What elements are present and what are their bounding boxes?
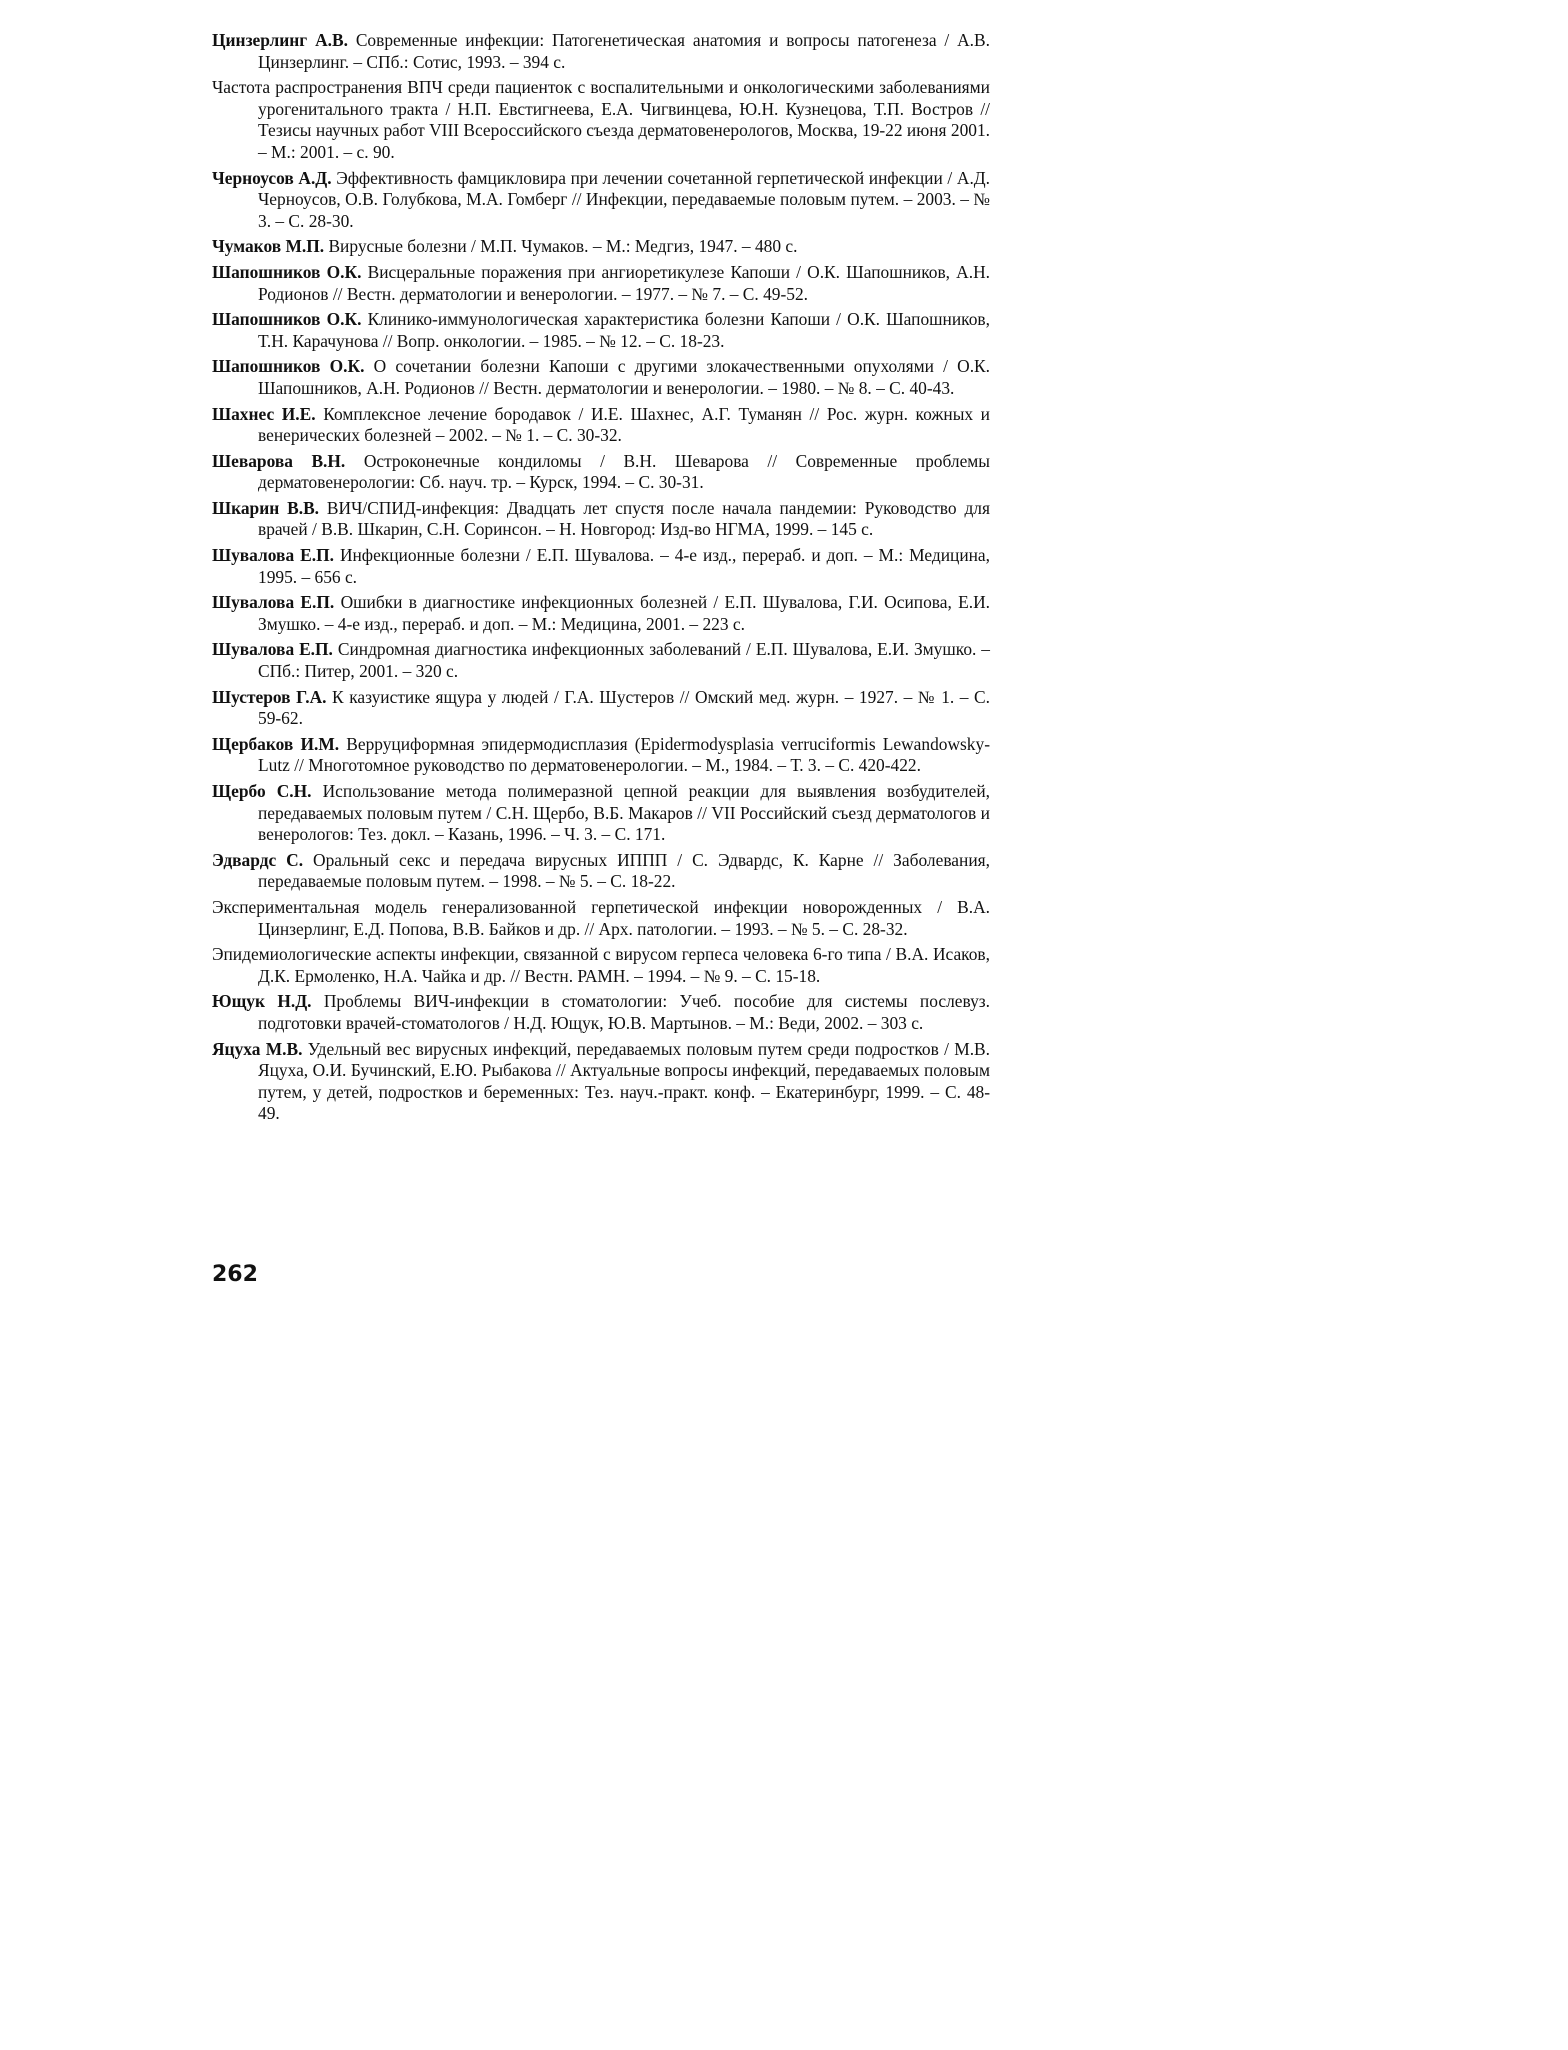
entry-author: Эдвардс С.	[212, 849, 304, 870]
entry-author: Шапошников О.К.	[212, 356, 365, 377]
entry-text: Вирусные болезни / М.П. Чумаков. – М.: Медгиз, 1947. – 480 с.	[328, 236, 798, 257]
bibliography-entry	[212, 236, 990, 258]
entry-text: Экспериментальная модель генерализованной герпетической инфекции новорожденных / В.А. Цинзерлинг, Е.Д. Попова, В.В. Байков и др. // Арх. патологии. – 1993. – № 5. – С. 28-32.	[212, 896, 990, 939]
bibliography-page	[212, 30, 990, 1129]
bibliography-entry	[212, 850, 990, 893]
entry-text: Верруциформная эпидермодисплазия (Epidermodysplasia verruciformis Lewandowsky-Lutz // Многотомное руководство по дерматовенерологии. – М., 1984. – Т. 3. – С. 420-422.	[258, 733, 990, 776]
bibliography-entry	[212, 498, 990, 541]
bibliography-entry	[212, 897, 990, 940]
entry-text: О сочетании болезни Капоши с другими злокачественными опухолями / О.К. Шапошников, А.Н. Родионов // Вестн. дерматологии и венерологии. – 1980. – № 8. – С. 40-43.	[258, 356, 990, 398]
entry-author: Шахнес И.Е.	[212, 403, 316, 424]
bibliography-entry	[212, 404, 990, 447]
entry-text: Удельный вес вирусных инфекций, передаваемых половым путем среди подростков / М.В. Яцуха, О.И. Бучинский, Е.Ю. Рыбакова // Актуальные вопросы инфекций, передаваемых половым путем, у детей, подростков и беременных: Тез. науч.-практ. конф. – Екатеринбург, 1999. – С. 48-49.	[258, 1038, 990, 1124]
bibliography-entry	[212, 1039, 990, 1125]
entry-author: Шкарин В.В.	[212, 497, 320, 518]
bibliography-list	[212, 30, 990, 1125]
bibliography-entry	[212, 309, 990, 352]
entry-text: Эпидемиологические аспекты инфекции, связанной с вирусом герпеса человека 6-го типа / В.А. Исаков, Д.К. Ермоленко, Н.А. Чайка и др. // Вестн. РАМН. – 1994. – № 9. – С. 15-18.	[212, 944, 990, 986]
entry-author: Черноусов А.Д.	[212, 167, 332, 188]
entry-author: Шувалова Е.П.	[212, 639, 333, 660]
entry-text: Ошибки в диагностике инфекционных болезней / Е.П. Шувалова, Г.И. Осипова, Е.И. Змушко. – 4-е изд., перераб. и доп. – М.: Медицина, 2001. – 223 с.	[258, 592, 990, 634]
bibliography-entry	[212, 30, 990, 73]
entry-text: Частота распространения ВПЧ среди пациенток с воспалительными и онкологическими заболеваниями урогенитального тракта / Н.П. Евстигнеева, Е.А. Чигвинцева, Ю.Н. Кузнецова, Т.П. Востров // Тезисы научных работ VIII Всероссийского съезда дерматовенерологов, Москва, 19-22 июня 2001. – М.: 2001. – с. 90.	[212, 77, 990, 162]
bibliography-entry	[212, 991, 990, 1034]
entry-author: Цинзерлинг А.В.	[212, 30, 348, 50]
entry-text: Комплексное лечение бородавок / И.Е. Шахнес, А.Г. Туманян // Рос. журн. кожных и венерических болезней – 2002. – № 1. – С. 30-32.	[258, 403, 990, 446]
entry-text: Оральный секс и передача вирусных ИППП / С. Эдвардс, К. Карне // Заболевания, передаваемые половым путем. – 1998. – № 5. – С. 18-22.	[258, 849, 990, 892]
bibliography-entry	[212, 592, 990, 635]
entry-author: Шеварова В.Н.	[212, 450, 346, 471]
entry-author: Шапошников О.К.	[212, 261, 362, 282]
entry-author: Шустеров Г.А.	[212, 686, 327, 707]
entry-text: Синдромная диагностика инфекционных заболеваний / Е.П. Шувалова, Е.И. Змушко. – СПб.: Питер, 2001. – 320 с.	[258, 639, 990, 682]
entry-text: Инфекционные болезни / Е.П. Шувалова. – 4-е изд., перераб. и доп. – М.: Медицина, 1995. – 656 с.	[258, 545, 990, 587]
entry-text: Висцеральные поражения при ангиоретикулезе Капоши / О.К. Шапошников, А.Н. Родионов // Вестн. дерматологии и венерологии. – 1977. – № 7. – С. 49-52.	[258, 261, 990, 304]
bibliography-entry	[212, 356, 990, 399]
entry-text: Остроконечные кондиломы / В.Н. Шеварова // Современные проблемы дерматовенерологии: Сб. науч. тр. – Курск, 1994. – С. 30-31.	[258, 450, 990, 493]
entry-text: Клинико-иммунологическая характеристика болезни Капоши / О.К. Шапошников, Т.Н. Карачунова // Вопр. онкологии. – 1985. – № 12. – С. 18-23.	[258, 309, 990, 351]
bibliography-entry	[212, 734, 990, 777]
bibliography-entry	[212, 639, 990, 682]
entry-author: Чумаков М.П.	[212, 236, 325, 257]
entry-author: Яцуха М.В.	[212, 1038, 303, 1059]
entry-text: Проблемы ВИЧ-инфекции в стоматологии: Учеб. пособие для системы послевуз. подготовки врачей-стоматологов / Н.Д. Ющук, Ю.В. Мартынов. – М.: Веди, 2002. – 303 с.	[258, 991, 990, 1033]
page-number: 262	[212, 1262, 258, 1287]
bibliography-entry	[212, 451, 990, 494]
entry-author: Шувалова Е.П.	[212, 592, 335, 613]
bibliography-entry	[212, 944, 990, 987]
entry-text: К казуистике ящура у людей / Г.А. Шустеров // Омский мед. журн. – 1927. – № 1. – С. 59-62.	[258, 686, 990, 729]
entry-author: Шувалова Е.П.	[212, 545, 334, 566]
entry-text: Эффективность фамцикловира при лечении сочетанной герпетической инфекции / А.Д. Черноусов, О.В. Голубкова, М.А. Гомберг // Инфекции, передаваемые половым путем. – 2003. – № 3. – С. 28-30.	[258, 167, 990, 231]
bibliography-entry	[212, 687, 990, 730]
entry-author: Ющук Н.Д.	[212, 991, 312, 1012]
bibliography-entry	[212, 168, 990, 233]
bibliography-entry	[212, 545, 990, 588]
entry-text: Современные инфекции: Патогенетическая анатомия и вопросы патогенеза / А.В. Цинзерлинг. – СПб.: Сотис, 1993. – 394 с.	[258, 30, 990, 72]
bibliography-entry	[212, 262, 990, 305]
entry-author: Щербо С.Н.	[212, 781, 312, 801]
bibliography-entry	[212, 77, 990, 163]
entry-text: ВИЧ/СПИД-инфекция: Двадцать лет спустя после начала пандемии: Руководство для врачей / В.В. Шкарин, С.Н. Соринсон. – Н. Новгород: Изд-во НГМА, 1999. – 145 с.	[258, 497, 990, 540]
entry-author: Щербаков И.М.	[212, 733, 340, 754]
entry-author: Шапошников О.К.	[212, 309, 362, 330]
entry-text: Использование метода полимеразной цепной реакции для выявления возбудителей, передаваемых половым путем / С.Н. Щербо, В.Б. Макаров // VII Российский съезд дерматологов и венерологов: Тез. докл. – Казань, 1996. – Ч. 3. – С. 171.	[258, 781, 990, 845]
bibliography-entry	[212, 781, 990, 846]
